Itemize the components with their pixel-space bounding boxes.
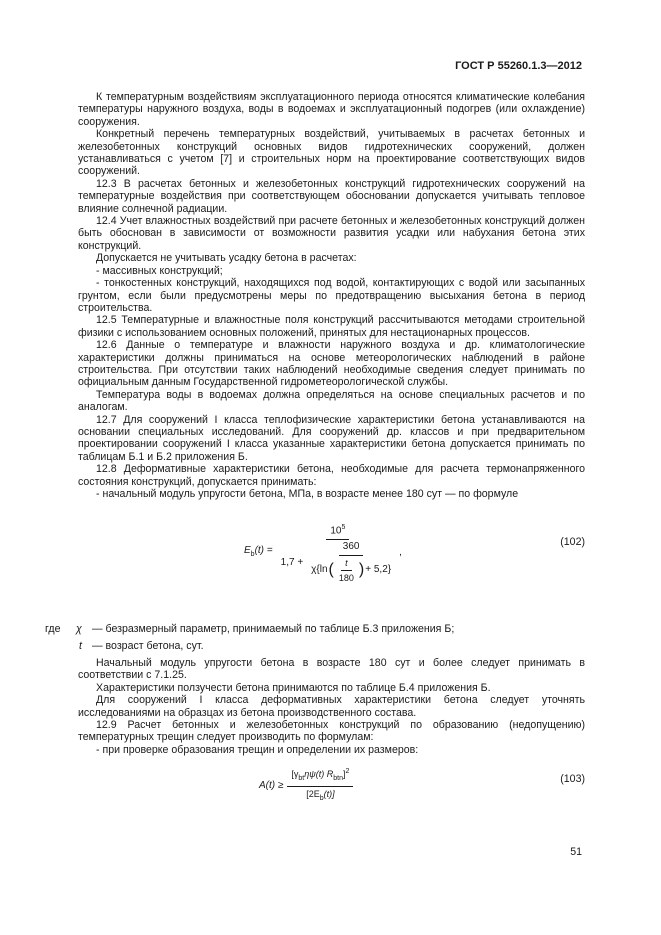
fraction-denominator: 1,7 + 360 χ{ln ( $\frac{t}{180}$ ) + 5,2} [280, 541, 392, 583]
paragraph: Для сооружений I класса деформативных характеристики бетона следует уточнять исследованиями на образцах из бетона производственного состава. [78, 694, 585, 719]
page-body [78, 91, 585, 583]
list-item: - тонкостенных конструкций, находящихся под водой, контактирующих с водой или засыпанных грунтом, если были предусмотрены меры по предотвращению высыхания бетона в период строительства. [78, 277, 585, 314]
paragraph: 12.8 Деформативные характеристики бетона, необходимые для расчета термонапряженного состояния конструкций, допускается принимать: [78, 463, 585, 488]
t-symbol: t [79, 640, 82, 652]
paragraph: Конкретный перечень температурных воздействий, учитываемых в расчетах бетонных и железобетонных конструкций основных видов гидротехнических сооружений, должен устанавливаться с учетом [7] и строительных норм на проектирование соответствующих видов сооружений. [78, 128, 585, 178]
list-item: - массивных конструкций; [96, 264, 223, 277]
fraction-denominator: $[2E_b(t)]$ [306, 789, 335, 803]
paragraph: Характеристики ползучести бетона принимаются по таблице Б.4 приложения Б. [96, 681, 491, 694]
paragraph: 12.3 В расчетах бетонных и железобетонных конструкций гидротехнических сооружений на температурные воздействия при соответствующем обосновании допускается учитывать тепловое влияние солнечной радиации. [78, 177, 585, 215]
paragraph: 12.6 Данные о температуре и влажности наружного воздуха и др. климатологические характеристики должны приниматься на основе метеорологических наблюдений в районе строительства. При отсутствии таких наблюдений необходимые сведения следует принимать по официальным данным Государственной гидрометеорологической службы. [78, 339, 585, 389]
paragraph: К температурным воздействиям эксплуатационного периода относятся климатические колебания температуры наружного воздуха, воды в водоемах и эксплуатационный подогрев (или охлаждение) сооружения. [78, 91, 585, 128]
fraction-numerator: $10^5$ [326, 522, 349, 540]
paragraph: 12.9 Расчет бетонных и железобетонных конструкций по образованию (недопущению) температурных трещин следует производить по формулам: [78, 719, 585, 744]
document-code: ГОСТ Р 55260.1.3—2012 [455, 60, 582, 72]
page-number: 51 [570, 846, 582, 858]
paragraph: Допускается не учитывать усадку бетона в расчетах: [96, 252, 357, 265]
fraction-numerator: [$\gamma_{bt}\eta\psi(t)$ $R_{btn}]^2$ [287, 766, 353, 787]
list-item: - начальный модуль упругости бетона, МПа, в возрасте менее 180 сут — по формуле [96, 488, 519, 500]
equation-number: (102) [560, 536, 585, 549]
formula-fraction [277, 522, 399, 584]
t-definition: — возраст бетона, сут. [92, 640, 204, 652]
paragraph: 12.5 Температурные и влажностные поля конструкций рассчитываются методами строительной физики с использованием основных положений, принятых для нестационарных процессов. [78, 314, 585, 339]
formula-lhs: A(t) ≥ [259, 779, 284, 791]
equation-number: (103) [560, 773, 585, 786]
paragraph: 12.7 Для сооружений I класса теплофизические характеристики бетона устанавливаются на основании специальных исследований. Для сооружений др. классов и при предварительном проектировании сооружений I класса указанные характеристики бетона допускается принимать по таблицам Б.1 и Б.2 приложения Б. [78, 413, 585, 463]
formula-102: $E_b(t)$ = $10^5$ 1,7 + 360 χ{ln ( $\frac{t}{180}$ ) + 5,2} , (102) [244, 524, 585, 583]
formula-fraction [287, 766, 353, 805]
formula-103 [78, 756, 585, 806]
paragraph: Начальный модуль упругости бетона в возрасте 180 сут и более следует принимать в соответствии с 7.1.25. [78, 657, 585, 682]
where-block [45, 613, 585, 652]
chi-symbol: χ [76, 623, 82, 635]
where-word: где [45, 623, 61, 635]
paragraph: 12.4 Учет влажностных воздействий при расчете бетонных и железобетонных конструкций должен быть обоснован в зависимости от возможности развития усадки или набухания бетона этих конструкций. [78, 215, 585, 252]
chi-definition: — безразмерный параметр, принимаемый по таблице Б.3 приложения Б; [92, 623, 455, 635]
formula-lhs: $E_b(t)$ = [244, 545, 273, 559]
list-item: - при проверке образования трещин и определении их размеров: [96, 743, 419, 756]
paragraph: Температура воды в водоемах должна определяться на основе специальных расчетов и по аналогам. [78, 388, 585, 414]
page-body-continued [78, 657, 585, 806]
